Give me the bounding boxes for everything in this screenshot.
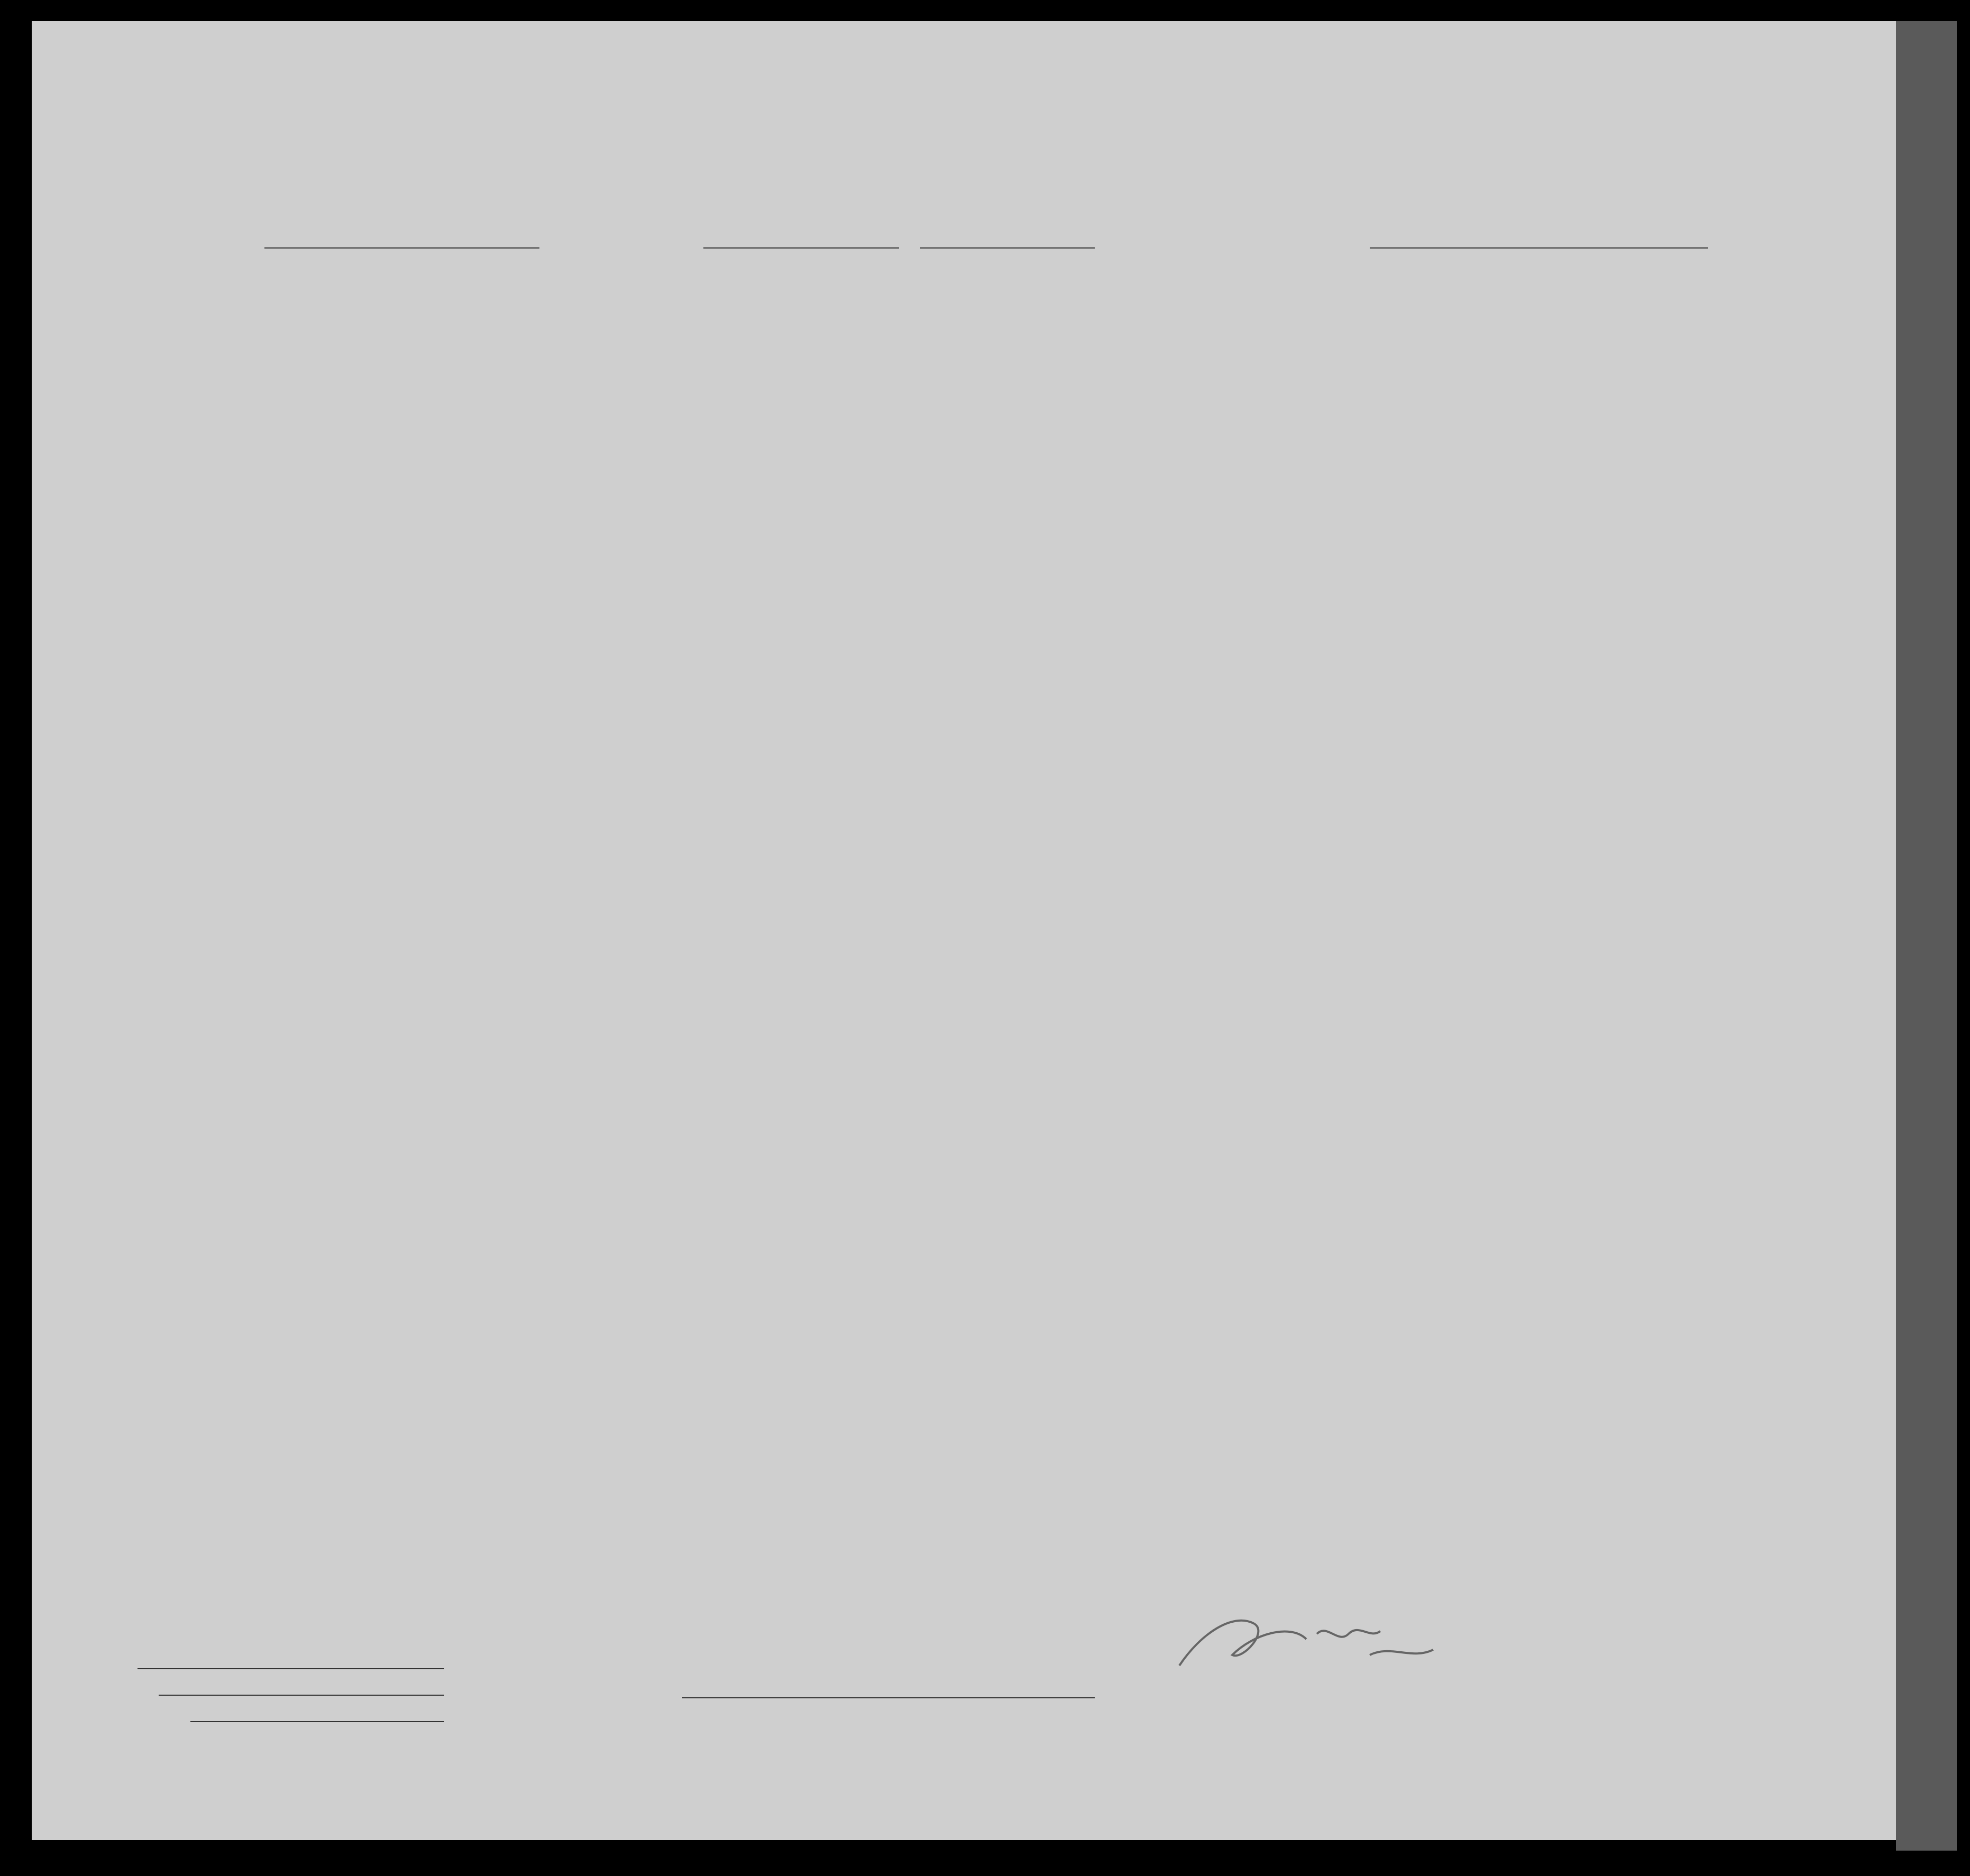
inspector-signature <box>1169 1602 1444 1681</box>
manifest-sheet <box>32 21 1896 1840</box>
page-edge <box>1896 21 1957 1851</box>
manifest-table <box>32 254 1896 1660</box>
